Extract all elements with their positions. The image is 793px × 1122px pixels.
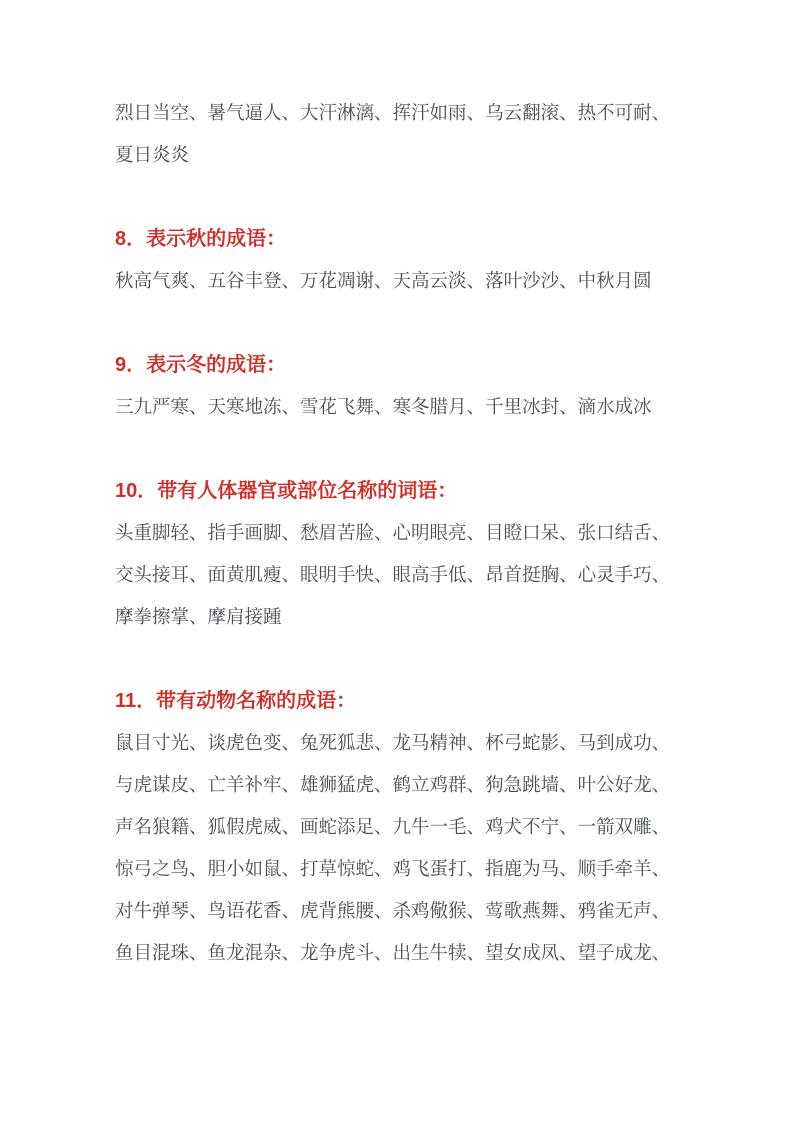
idiom: 五谷丰登、 (207, 270, 301, 291)
section-heading-winter: 9．表示冬的成语： (115, 354, 287, 376)
idiom: 杯弓蛇影、 (485, 732, 578, 753)
idiom: 声名狼籍、 (115, 816, 208, 837)
idiom: 与虎谋皮、 (115, 774, 208, 795)
idiom: 惊弓之鸟、 (115, 858, 208, 879)
idiom: 指手画脚、 (207, 522, 301, 543)
idiom: 对牛弹琴、 (115, 900, 208, 921)
idiom: 鸡飞蛋打、 (392, 858, 486, 879)
idiom: 夏日炎炎 (115, 144, 190, 165)
idiom: 鼠目寸光、 (115, 732, 208, 753)
idiom: 龙马精神、 (392, 732, 486, 753)
idiom: 眼明手快、 (300, 564, 393, 585)
idiom: 鸦雀无声、 (577, 900, 671, 921)
idiom: 虎背熊腰、 (300, 900, 393, 921)
section-heading-autumn: 8．表示秋的成语： (115, 228, 287, 250)
idiom: 鱼龙混杂、 (207, 942, 301, 963)
idiom: 大汗淋漓、 (300, 102, 393, 123)
idiom: 乌云翻滚、 (485, 102, 578, 123)
idiom: 杀鸡儆猴、 (392, 900, 486, 921)
section-heading-animals: 11．带有动物名称的成语： (115, 690, 357, 712)
idiom: 打草惊蛇、 (300, 858, 393, 879)
idiom: 心灵手巧、 (577, 564, 671, 585)
idiom: 暑气逼人、 (207, 102, 301, 123)
idiom: 九牛一毛、 (392, 816, 486, 837)
idiom: 热不可耐、 (577, 102, 671, 123)
idiom: 龙争虎斗、 (300, 942, 393, 963)
idiom: 谈虎色变、 (207, 732, 301, 753)
idiom-paragraph-body-parts (115, 512, 685, 638)
idiom: 马到成功、 (577, 732, 671, 753)
idiom: 头重脚轻、 (115, 522, 208, 543)
idiom: 挥汗如雨、 (392, 102, 486, 123)
idiom: 中秋月圆 (577, 270, 652, 291)
idiom: 秋高气爽、 (115, 270, 208, 291)
idiom: 目瞪口呆、 (485, 522, 578, 543)
idiom: 狐假虎威、 (207, 816, 301, 837)
idiom: 万花凋谢、 (300, 270, 393, 291)
idiom: 兔死狐悲、 (300, 732, 393, 753)
idiom: 鸟语花香、 (207, 900, 301, 921)
idiom: 愁眉苦脸、 (300, 522, 393, 543)
idiom: 胆小如鼠、 (207, 858, 301, 879)
idiom: 出生牛犊、 (392, 942, 486, 963)
idiom: 鱼目混珠、 (115, 942, 208, 963)
idiom: 天寒地冻、 (207, 396, 301, 417)
idiom: 雄狮猛虎、 (300, 774, 393, 795)
idiom: 寒冬腊月、 (392, 396, 486, 417)
idiom: 望女成凤、 (485, 942, 578, 963)
idiom: 落叶沙沙、 (485, 270, 578, 291)
section-heading-body-parts: 10．带有人体器官或部位名称的词语： (115, 480, 458, 502)
idiom: 指鹿为马、 (485, 858, 578, 879)
idiom: 一箭双雕、 (577, 816, 671, 837)
idiom: 张口结舌、 (577, 522, 671, 543)
idiom: 心明眼亮、 (392, 522, 486, 543)
idiom: 摩肩接踵 (207, 606, 282, 627)
idiom: 眼高手低、 (392, 564, 486, 585)
idiom: 三九严寒、 (115, 396, 208, 417)
idiom-paragraph-summer (115, 92, 685, 176)
idiom-paragraph-animals (115, 722, 685, 974)
idiom: 莺歌燕舞、 (485, 900, 578, 921)
idiom: 千里冰封、 (485, 396, 578, 417)
idiom: 狗急跳墙、 (485, 774, 578, 795)
idiom: 烈日当空、 (115, 102, 208, 123)
idiom: 滴水成冰 (577, 396, 652, 417)
idiom-paragraph-autumn (115, 260, 685, 302)
idiom: 面黄肌瘦、 (207, 564, 301, 585)
idiom: 望子成龙、 (577, 942, 671, 963)
idiom: 叶公好龙、 (577, 774, 671, 795)
idiom-paragraph-winter (115, 386, 685, 428)
idiom: 鸡犬不宁、 (485, 816, 578, 837)
idiom: 天高云淡、 (392, 270, 486, 291)
idiom: 交头接耳、 (115, 564, 208, 585)
idiom: 亡羊补牢、 (207, 774, 301, 795)
idiom: 昂首挺胸、 (485, 564, 578, 585)
idiom: 画蛇添足、 (300, 816, 393, 837)
idiom: 顺手牵羊、 (577, 858, 671, 879)
idiom: 雪花飞舞、 (300, 396, 393, 417)
idiom: 摩拳擦掌、 (115, 606, 208, 627)
idiom: 鹤立鸡群、 (392, 774, 486, 795)
